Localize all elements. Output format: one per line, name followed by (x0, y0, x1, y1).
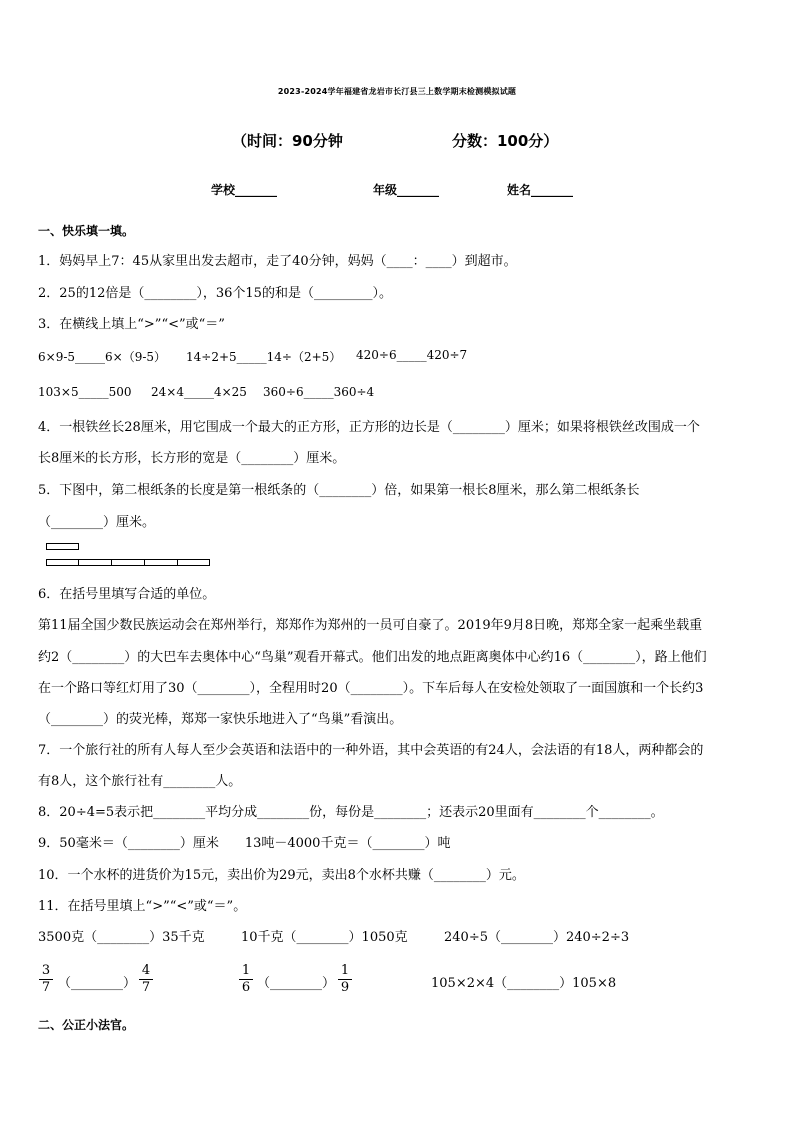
name-field: 姓名_______ (507, 183, 574, 197)
q3-expr-1: 6×9-5_____6×（9-5） (38, 350, 167, 364)
page-title: 2023-2024学年福建省龙岩市长汀县三上数学期末检测模拟试题 (277, 87, 517, 96)
q11-compare-2: 10千克（________）1050克 (241, 930, 408, 945)
paper-strip-2-segment (178, 559, 210, 566)
question-4-line-2: 长8厘米的长方形，长方形的宽是（________）厘米。 (38, 451, 346, 466)
question-1: 1．妈妈早上7：45从家里出发去超市，走了40分钟，妈妈（____：____）到超市。 (38, 254, 517, 269)
fraction-1-9 (338, 963, 352, 996)
fraction-4-7 (139, 963, 153, 996)
q3-expr-3: 420÷6_____420÷7 (356, 348, 468, 362)
exam-score: 分数：100分） (452, 132, 559, 150)
question-7-line-2: 有8人，这个旅行社有________人。 (38, 774, 242, 789)
question-6-line-3: 在一个路口等红灯用了30（________），全程用时20（________）。下车后每人在安检处领取了一面国旗和一个长约3 (38, 681, 704, 696)
fraction-numerator: 1 (338, 963, 352, 980)
question-6-line-2: 约2（________）的大巴车去奥体中心“鸟巢”观看开幕式。他们出发的地点距离奥体中心约16（________），路上他们 (38, 650, 707, 665)
paper-strip-2-segment (112, 559, 145, 566)
fraction-numerator: 4 (139, 963, 153, 980)
question-9: 9．50毫米＝（________）厘米 13吨－4000千克＝（________）吨 (38, 836, 451, 851)
q11-compare-1: 3500克（________）35千克 (38, 930, 205, 945)
fraction-numerator: 3 (39, 963, 53, 980)
q11-compare-6: 105×2×4（________）105×8 (431, 976, 617, 991)
question-2: 2．25的12倍是（________），36个15的和是（_________）。 (38, 286, 392, 301)
question-10: 10．一个水杯的进货价为15元，卖出价为29元，卖出8个水杯共赚（________）元。 (38, 868, 525, 883)
q3-expr-4: 103×5_____500 (38, 385, 132, 399)
school-field: 学校_______ (211, 183, 278, 197)
fraction-1-6 (239, 963, 253, 996)
paper-strip-2-segment (46, 559, 79, 566)
question-6-line-4: （________）的荧光棒，郑郑一家快乐地进入了“鸟巢”看演出。 (38, 712, 403, 727)
paper-strip-2-segment (145, 559, 178, 566)
question-6: 6．在括号里填写合适的单位。 (38, 587, 216, 602)
fraction-3-7 (39, 963, 53, 996)
q11-fraction-blank-1: （________） (58, 976, 137, 991)
question-11: 11．在括号里填上“>”“<”或“＝”。 (38, 899, 247, 914)
q11-compare-3: 240÷5（________）240÷2÷3 (444, 930, 630, 945)
q11-fraction-blank-2: （________） (257, 976, 336, 991)
paper-strip-1 (46, 543, 79, 550)
q3-expr-2: 14÷2+5_____14÷（2+5） (186, 350, 342, 364)
q3-expr-5: 24×4_____4×25 (151, 385, 247, 399)
fraction-denominator: 7 (41, 980, 51, 995)
exam-time: （时间：90分钟 (232, 132, 343, 150)
question-7-line-1: 7．一个旅行社的所有人每人至少会英语和法语中的一种外语，其中会英语的有24人，会法语的有18人，两种都会的 (38, 743, 704, 758)
question-5-line-2: （________）厘米。 (38, 515, 156, 530)
fraction-denominator: 6 (241, 980, 251, 995)
question-5-line-1: 5．下图中，第二根纸条的长度是第一根纸条的（________）倍，如果第一根长8厘米，那么第二根纸条长 (38, 483, 640, 498)
q3-expr-6: 360÷6_____360÷4 (263, 385, 375, 399)
question-6-line-1: 第11届全国少数民族运动会在郑州举行，郑郑作为郑州的一员可自豪了。2019年9月8日晚，郑郑全家一起乘坐载重 (38, 618, 703, 633)
paper-strip-2-segment (79, 559, 112, 566)
question-3: 3．在横线上填上“>”“<”或“＝” (38, 317, 225, 332)
fraction-denominator: 7 (141, 980, 151, 995)
question-4-line-1: 4．一根铁丝长28厘米，用它围成一个最大的正方形，正方形的边长是（________）厘米；如果将根铁丝改围成一个 (38, 420, 700, 435)
question-8: 8．20÷4=5表示把________平均分成________份，每份是________；还表示20里面有________个________。 (38, 805, 664, 820)
section-2-heading: 二、公正小法官。 (38, 1018, 135, 1032)
fraction-numerator: 1 (239, 963, 253, 980)
section-1-heading: 一、快乐填一填。 (38, 224, 135, 238)
fraction-denominator: 9 (340, 980, 350, 995)
grade-field: 年级_______ (373, 183, 440, 197)
